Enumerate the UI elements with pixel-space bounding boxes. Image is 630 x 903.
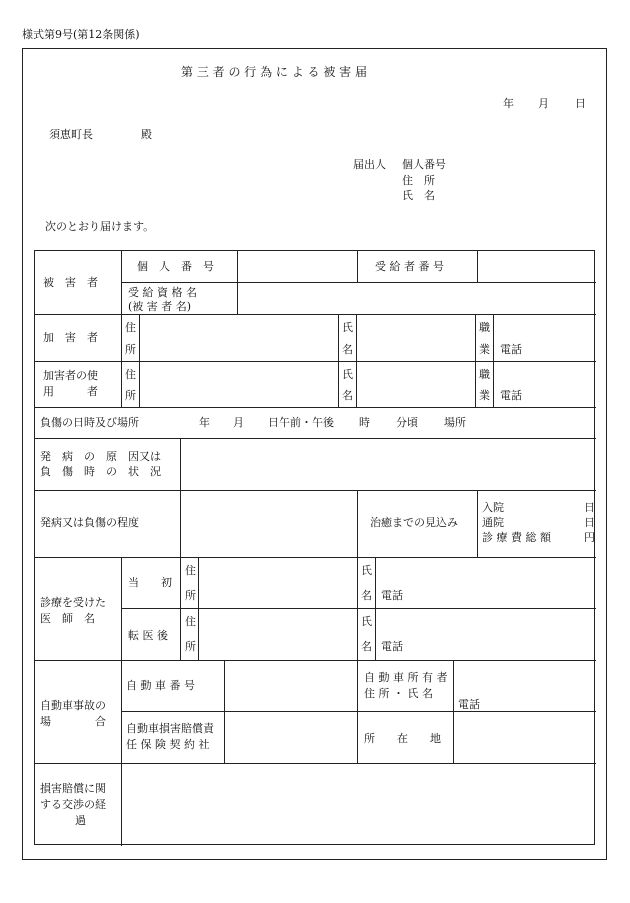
- injury-minute: 分頃: [396, 416, 418, 429]
- form-frame: [22, 48, 607, 860]
- admission-label: 入院: [482, 501, 504, 514]
- transfer-name-1: 氏: [361, 615, 372, 628]
- date-year: 年: [503, 97, 514, 110]
- injury-place: 場所: [444, 416, 466, 429]
- admission-unit: 日: [584, 501, 595, 514]
- form-number: 様式第9号(第12条関係): [22, 28, 140, 41]
- employer-addr-2: 所: [125, 389, 136, 402]
- injury-month: 月: [233, 416, 244, 429]
- perpetrator-addr-1: 住: [125, 321, 136, 334]
- employer-name-1: 氏: [342, 368, 353, 381]
- qualification-label-2: (被 害 者 名): [128, 300, 192, 313]
- doctor-label-2: 医 師 名: [40, 612, 95, 625]
- applicant-name: 氏 名: [402, 189, 435, 202]
- perpetrator-phone: 電話: [500, 343, 522, 356]
- car-number-label: 自 動 車 番 号: [126, 679, 195, 692]
- perpetrator-job-1: 職: [479, 321, 490, 334]
- injury-datetime-label: 負傷の日時及び場所: [40, 416, 139, 429]
- perpetrator-label: 加 害 者: [43, 331, 98, 344]
- beneficiary-number-label: 受 給 者 番 号: [375, 260, 444, 273]
- transfer-name-2: 名: [361, 640, 372, 653]
- employer-job-2: 業: [479, 389, 490, 402]
- initial-addr-1: 住: [185, 564, 196, 577]
- location-label: 所 在 地: [364, 732, 441, 745]
- transfer-phone: 電話: [381, 640, 403, 653]
- medical-cost-label: 診 療 費 総 額: [482, 531, 551, 544]
- report-table: [34, 250, 595, 845]
- page-title: 第 三 者 の 行 為 に よ る 被 害 届: [181, 65, 367, 79]
- injury-day-ampm: 日午前・午後: [268, 416, 334, 429]
- medical-cost-unit: 円: [584, 531, 595, 544]
- cause-label-2: 負 傷 時 の 状 況: [40, 465, 161, 478]
- date-day: 日: [575, 97, 586, 110]
- employer-label-1: 加害者の使: [43, 369, 98, 382]
- date-month: 月: [538, 97, 549, 110]
- car-owner-phone: 電話: [458, 698, 480, 711]
- addressee-honorific: 殿: [141, 128, 152, 141]
- insurer-label-1: 自動車損害賠償責: [126, 722, 214, 735]
- applicant-label: 届出人: [353, 158, 386, 171]
- negotiation-label-3: 過: [75, 814, 86, 827]
- cause-label-1: 発 病 の 原 因又は: [40, 450, 161, 463]
- employer-label-2: 用 者: [43, 385, 98, 398]
- negotiation-label-2: する交渉の経: [40, 798, 106, 811]
- injury-hour: 時: [359, 416, 370, 429]
- employer-job-1: 職: [479, 368, 490, 381]
- applicant-address: 住 所: [402, 174, 435, 187]
- perpetrator-addr-2: 所: [125, 343, 136, 356]
- outpatient-label: 通院: [482, 516, 504, 529]
- initial-phone: 電話: [381, 589, 403, 602]
- perpetrator-name-2: 名: [342, 343, 353, 356]
- insurer-label-2: 任 保 険 契 約 社: [126, 738, 210, 751]
- initial-name-2: 名: [361, 589, 372, 602]
- negotiation-label-1: 損害賠償に関: [40, 782, 106, 795]
- car-owner-label-2: 住 所 ・ 氏 名: [364, 687, 433, 700]
- perpetrator-name-1: 氏: [342, 321, 353, 334]
- initial-name-1: 氏: [361, 564, 372, 577]
- recovery-label: 治癒までの見込み: [370, 516, 458, 529]
- outpatient-unit: 日: [584, 516, 595, 529]
- applicant-personal-number: 個人番号: [402, 158, 446, 171]
- doctor-label-1: 診療を受けた: [40, 596, 106, 609]
- employer-addr-1: 住: [125, 368, 136, 381]
- employer-name-2: 名: [342, 389, 353, 402]
- perpetrator-job-2: 業: [479, 343, 490, 356]
- victim-label: 被 害 者: [43, 276, 98, 289]
- injury-year: 年: [199, 416, 210, 429]
- transfer-addr-2: 所: [185, 640, 196, 653]
- addressee-name: 須恵町長: [49, 128, 93, 141]
- transfer-addr-1: 住: [185, 615, 196, 628]
- degree-label: 発病又は負傷の程度: [40, 516, 139, 529]
- intro-text: 次のとおり届けます。: [45, 220, 155, 233]
- transfer-doctor-label: 転 医 後: [128, 629, 168, 642]
- qualification-label-1: 受 給 資 格 名: [128, 286, 197, 299]
- car-owner-label-1: 自 動 車 所 有 者: [364, 671, 448, 684]
- initial-doctor-label: 当 初: [128, 576, 172, 589]
- initial-addr-2: 所: [185, 589, 196, 602]
- employer-phone: 電話: [500, 389, 522, 402]
- personal-number-label: 個 人 番 号: [137, 260, 214, 273]
- accident-label-2: 場 合: [40, 715, 106, 728]
- accident-label-1: 自動車事故の: [40, 699, 106, 712]
